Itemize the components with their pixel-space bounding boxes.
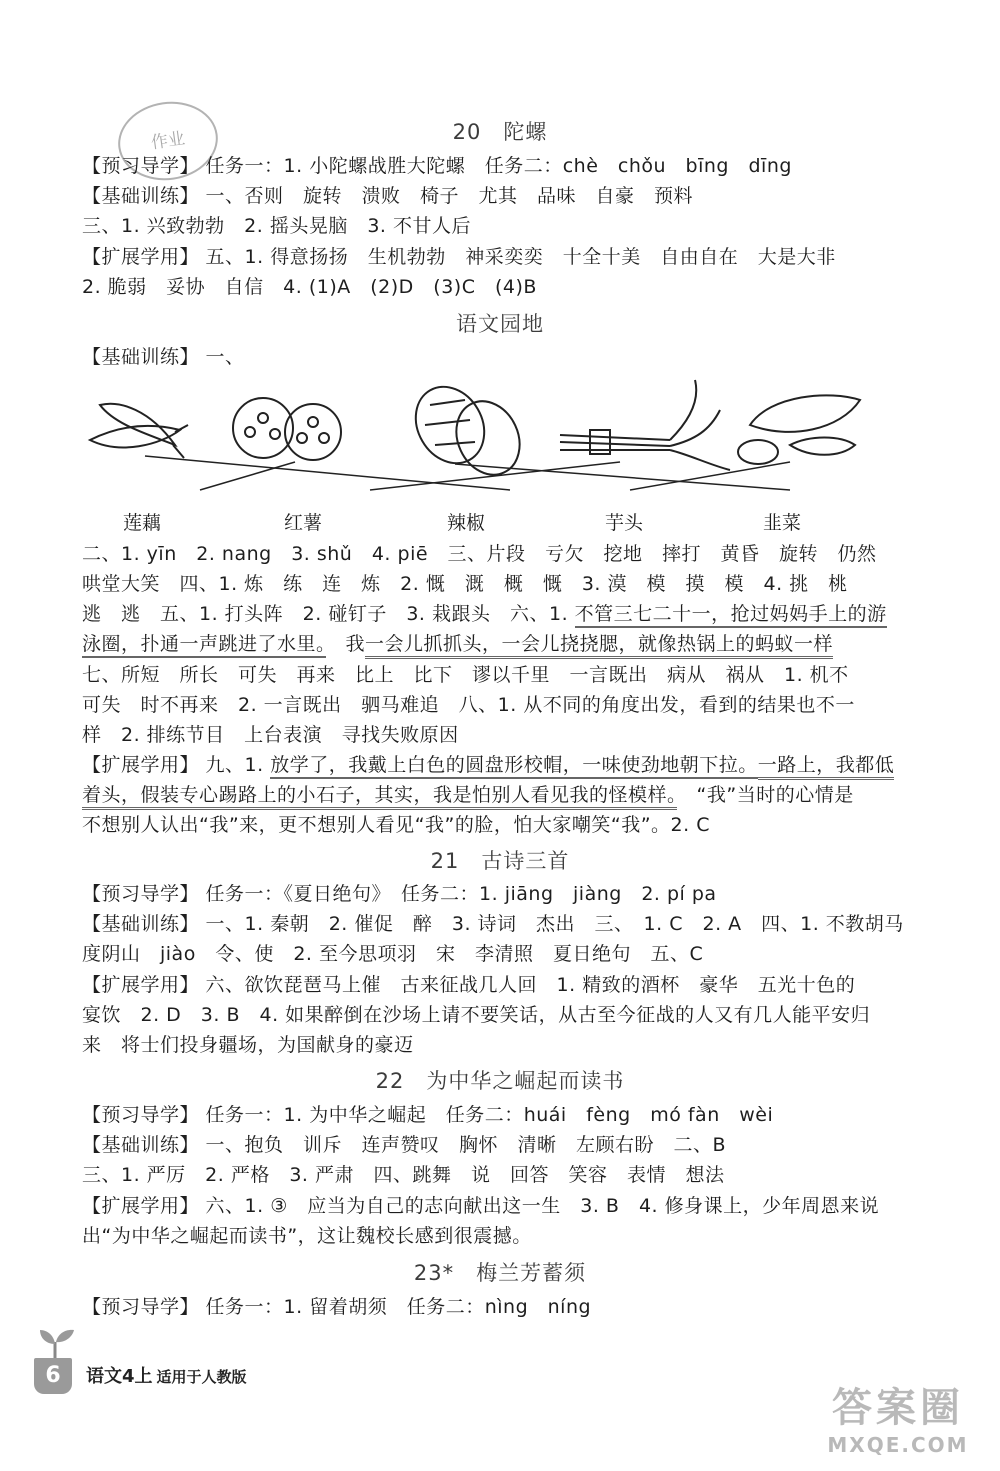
section-name: 为中华之崛起而读书: [426, 1069, 625, 1093]
section-number: 21: [430, 849, 460, 873]
answer-line: 三、1. 严厉 2. 严格 3. 严肃 四、跳舞 说 回答 笑容 表情 想法: [82, 1164, 725, 1186]
picture-label: 辣椒: [447, 512, 486, 534]
answer-line: 【预习导学】 任务一：《夏日绝句》 任务二：1. jiāng jiàng 2. pí pa: [82, 883, 717, 905]
answer-line: 七、所短 所长 可失 再来 比上 比下 谬以千里 一言既出 病从 祸从 1. 机不: [82, 664, 849, 686]
section-name: 语文园地: [456, 312, 544, 336]
book-subject: 语文4上: [86, 1366, 153, 1387]
chinese-chive-icon: [560, 380, 730, 470]
answer-line: 样 2. 排练节目 上台表演 寻找失败原因: [82, 724, 459, 746]
double-underlined-answer: 一会儿抓抓头，一会儿挠挠腮，就像热锅上的蚂蚁一样: [365, 633, 833, 659]
picture-label: 莲藕: [123, 512, 162, 534]
sprout-icon: [36, 1326, 76, 1360]
answer-line: 可失 时不再来 2. 一言既出 驷马难追 八、1. 从不同的角度出发，看到的结果也不一: [82, 694, 855, 716]
answer-line: 【扩展学用】 六、1. ③ 应当为自己的志向献出这一生 3. B 4. 修身课上，少年周恩来说: [82, 1195, 880, 1217]
answer-line: [82, 750, 942, 777]
answer-line: [82, 629, 942, 656]
section-title-21: [0, 845, 1000, 875]
underlined-answer: 泳圈，扑通一声跳进了水里。: [82, 633, 326, 658]
answer-line: 二、1. yīn 2. nang 3. shǔ 4. piē 三、片段 亏欠 挖地 摔打 黄昏 旋转 仍然: [82, 543, 877, 565]
picture-label: 韭菜: [763, 512, 802, 534]
watermark-text: 答案圈: [832, 1385, 964, 1431]
answer-line: 度阴山 jiào 令、使 2. 至今思项羽 宋 李清照 夏日绝句 五、C: [82, 943, 704, 965]
answer-line: 出“为中华之崛起而读书”，这让魏校长感到很震撼。: [82, 1225, 532, 1247]
section-number: 23*: [413, 1261, 455, 1285]
answer-line: 【预习导学】 任务一：1. 为中华之崛起 任务二：huái fèng mó fàn wèi: [82, 1104, 774, 1126]
site-watermark: [818, 1376, 978, 1457]
double-underlined-answer: 着头，假装专心踢路上的小石子，其实，我是怕别人看见我的怪模样。: [82, 784, 677, 810]
answer-line: 2. 脆弱 妥协 自信 4. (1)A (2)D (3)C (4)B: [82, 276, 537, 298]
section-name: 古诗三首: [481, 849, 570, 873]
section-title-22: [0, 1065, 1000, 1095]
picture-label: 芋头: [605, 512, 644, 534]
answer-line: [82, 599, 942, 626]
watermark-url: MXQE.COM: [827, 1433, 969, 1457]
answer-line: 【基础训练】 一、: [82, 346, 245, 368]
lotus-root-icon: [233, 398, 341, 460]
underlined-answer: 放学了，我戴上白色的圆盘形校帽，一味使劲地朝下拉。: [270, 754, 758, 779]
answer-line: 【预习导学】 任务一：1. 留着胡须 任务二：nìng níng: [82, 1296, 592, 1318]
answer-line: 哄堂大笑 四、1. 炼 练 连 炼 2. 慨 溉 概 慨 3. 漠 模 摸 模 4. 挑 桃: [82, 573, 848, 595]
answer-line: 【扩展学用】 五、1. 得意扬扬 生机勃勃 神采奕奕 十全十美 自由自在 大是大非: [82, 246, 836, 268]
answer-line: 【基础训练】 一、抱负 训斥 连声赞叹 胸怀 清晰 左顾右盼 二、B: [82, 1134, 727, 1156]
answer-line: 宴饮 2. D 3. B 4. 如果醉倒在沙场上请不要笑话，从古至今征战的人又有几人能平安归: [82, 1004, 871, 1026]
section-name: 陀螺: [503, 120, 548, 144]
answer-line: 【预习导学】 任务一：1. 小陀螺战胜大陀螺 任务二：chè chǒu bīng dīng: [82, 155, 792, 177]
vegetable-matching-figure: [70, 370, 930, 500]
book-title: [86, 1362, 247, 1388]
picture-label: 红薯: [284, 512, 323, 534]
section-name: 梅兰芳蓄须: [476, 1261, 587, 1285]
answer-text: 逃 逃 五、1. 打头阵 2. 碰钉子 3. 栽跟头 六、1.: [82, 603, 575, 625]
answer-line: 【基础训练】 一、1. 秦朝 2. 催促 醉 3. 诗词 杰出 三、 1. C 2. A 四、1. 不教胡马: [82, 913, 904, 935]
section-title-20: [0, 116, 1000, 146]
answer-line: [82, 780, 942, 807]
double-underlined-answer: 一路上，我都低: [758, 754, 895, 780]
answer-line: 三、1. 兴致勃勃 2. 摇头晃脑 3. 不甘人后: [82, 215, 472, 237]
sweet-potato-icon: [738, 395, 860, 464]
book-edition: 适用于人教版: [156, 1368, 247, 1386]
answer-line: 【基础训练】 一、否则 旋转 溃败 椅子 尤其 品味 自豪 预料: [82, 185, 694, 207]
underlined-answer: 不管三七二十一，抢过妈妈手上的游: [575, 603, 887, 628]
answer-line: 来 将士们投身疆场，为国献身的豪迈: [82, 1034, 414, 1056]
section-title-23: [0, 1257, 1000, 1287]
answer-text: 【扩展学用】 九、1.: [82, 754, 271, 776]
section-number: 20: [452, 120, 482, 144]
chili-pepper-icon: [90, 404, 188, 458]
section-title-garden: [0, 308, 1000, 338]
homework-stamp: 作业: [113, 95, 223, 186]
answer-text: 我: [326, 633, 366, 655]
answer-line: 【扩展学用】 六、欲饮琵琶马上催 古来征战几人回 1. 精致的酒杯 豪华 五光十色的: [82, 974, 856, 996]
section-number: 22: [375, 1069, 405, 1093]
answer-line: 不想别人认出“我”来，更不想别人看见“我”的脸，怕大家嘲笑“我”。2. C: [82, 814, 710, 836]
answer-text: “我”当时的心情是: [677, 784, 854, 806]
page-number: 6: [34, 1358, 72, 1394]
